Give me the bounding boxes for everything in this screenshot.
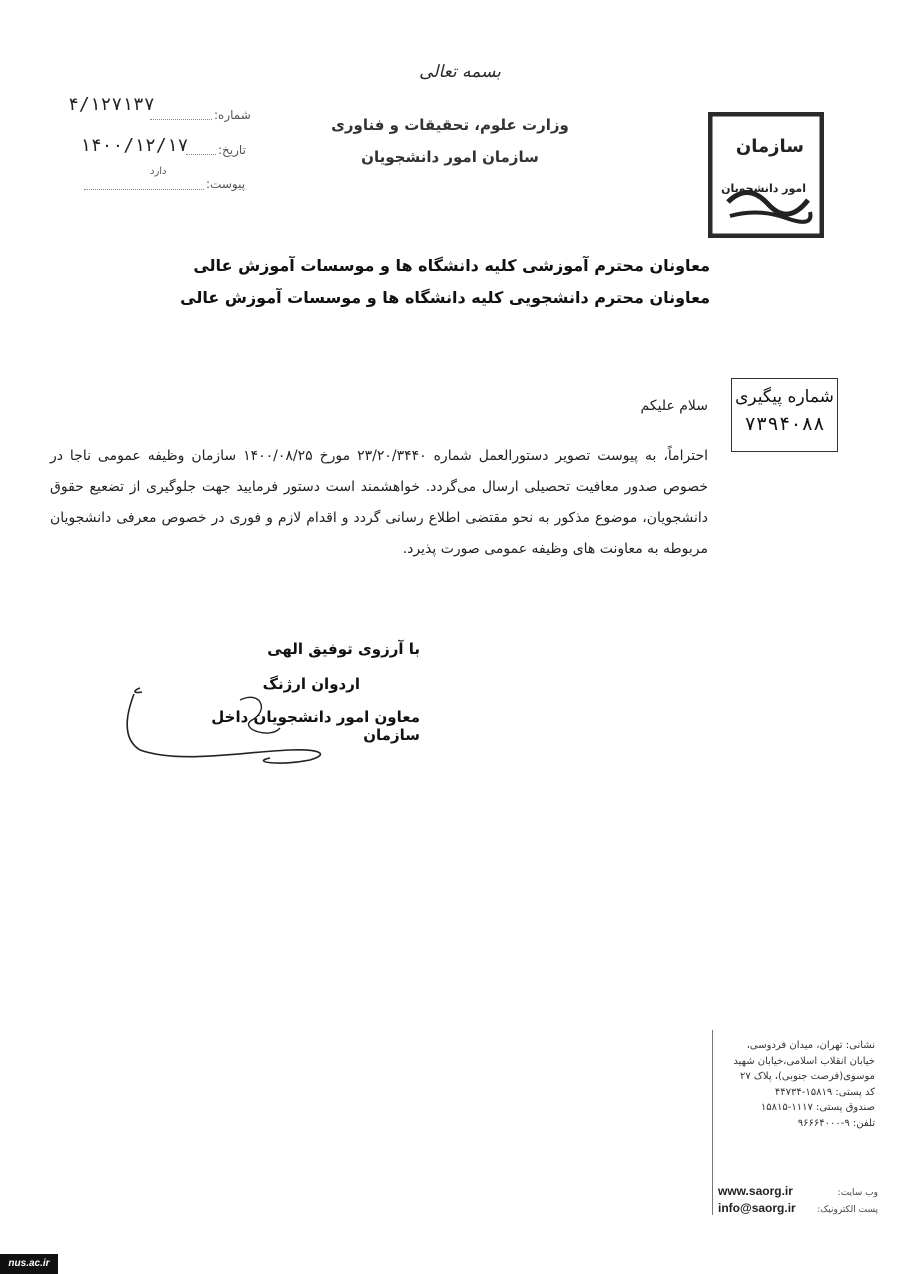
number-label: شماره:: [214, 108, 251, 122]
email-label: پست الکترونیک:: [817, 1205, 878, 1215]
signature-scribble: [120, 680, 350, 770]
addressee-2: معاونان محترم دانشجویی کلیه دانشگاه ها و موسسات آموزش عالی: [180, 288, 710, 307]
signatory-title: معاون امور دانشجویان داخل سازمان: [211, 708, 420, 744]
address-line: خیابان انقلاب اسلامی،خیابان شهید: [733, 1055, 875, 1067]
email-link[interactable]: info@saorg.ir: [718, 1201, 796, 1215]
letter-date: ۱۴۰۰/۱۲/۱۷: [80, 135, 189, 156]
bismillah-heading: بسمه تعالی: [419, 62, 501, 82]
logo-text-top: سازمان: [735, 136, 804, 157]
date-label: تاریخ:: [218, 143, 246, 157]
greeting: سلام علیکم: [640, 398, 708, 414]
attachment-value: دارد: [150, 166, 167, 177]
tracking-label: شماره پیگیری: [735, 387, 834, 407]
ministry-name: وزارت علوم، تحقیقات و فناوری: [331, 116, 569, 134]
site-watermark: nus.ac.ir: [0, 1254, 58, 1274]
address-line: صندوق پستی: ۱۱۱۷-۱۵۸۱۵: [760, 1102, 875, 1113]
date-dots: [186, 153, 216, 155]
organization-name: سازمان امور دانشجویان: [361, 148, 539, 166]
address-line: موسوی(فرصت جنوبی)، پلاک ۲۷: [739, 1071, 875, 1082]
closing-wish: با آرزوی توفیق الهی: [267, 640, 420, 658]
website-label: وب سایت:: [837, 1188, 878, 1198]
tracking-number: ۷۳۹۴۰۸۸: [744, 413, 825, 435]
logo-emblem: [708, 112, 824, 238]
organization-logo: [708, 112, 824, 238]
address-line: تلفن: ۹-۹۶۶۶۴۰۰۰: [797, 1117, 875, 1129]
number-dots: [150, 118, 212, 120]
footer-divider: [712, 1030, 713, 1215]
footer-contact: [718, 1184, 878, 1215]
tracking-box: [731, 378, 838, 452]
addressee-1: معاونان محترم آموزشی کلیه دانشگاه ها و موسسات آموزش عالی: [193, 256, 710, 275]
attachment-label: پیوست:: [206, 177, 246, 191]
attachment-dots: [84, 188, 204, 190]
signatory-name: اردوان ارژنگ: [262, 675, 360, 693]
logo-text-bottom: امور دانشجویان: [721, 182, 806, 195]
address-line: کد پستی: ۱۵۸۱۹-۴۴۷۳۴: [774, 1086, 875, 1098]
letter-number: ۴/۱۲۷۱۳۷: [68, 94, 155, 115]
website-link[interactable]: www.saorg.ir: [718, 1184, 793, 1198]
footer-address: [715, 1038, 875, 1131]
body-paragraph: احتراماً، به پیوست تصویر دستورالعمل شماره ۲۳/۲۰/۳۴۴۰ مورخ ۱۴۰۰/۰۸/۲۵ سازمان وظیفه عمومی ناجا در خصوص صدور معافیت تحصیلی ارسال می‌گردد. خواهشمند است دستور فرمایید جهت جلوگیری از تضعیع حقوق دانشجویان، موضوع مذکور به نحو مقتضی اطلاع رسانی گردد و اقدام لازم و فوری در خصوص معرفی دانشجویان مربوطه به معاونت های وظیفه عمومی صورت پذیرد.: [50, 448, 708, 557]
address-line: نشانی: تهران، میدان فردوسی،: [746, 1040, 875, 1051]
